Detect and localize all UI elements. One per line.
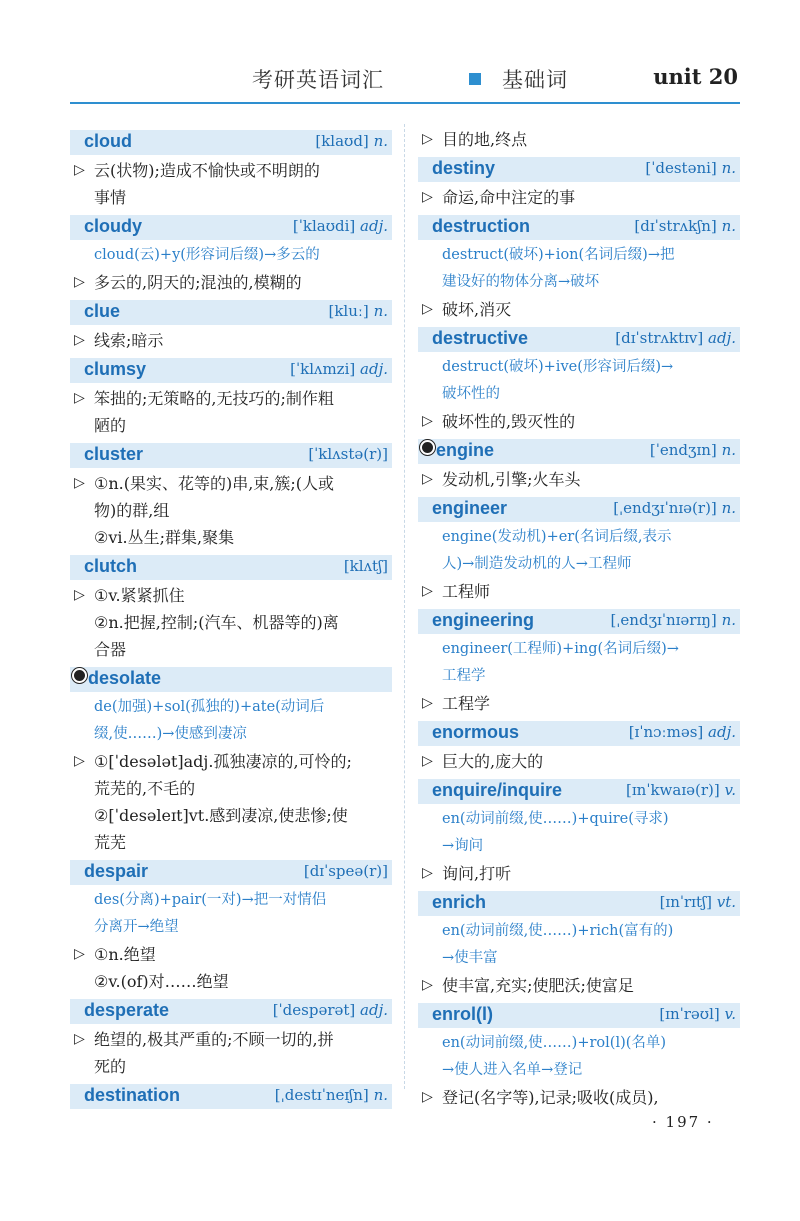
phonetic: [315, 132, 388, 150]
definition-line: ②[ˈdesəleɪt]vt.感到凄凉,使悲惨;使: [94, 806, 348, 825]
headword: [432, 498, 507, 519]
etymology-line: engineer(工程师)+ing(名词后缀)→: [442, 641, 679, 657]
headword: [432, 216, 530, 237]
phonetic: [293, 217, 388, 235]
definition-text: 工程师: [442, 582, 491, 601]
headword-text: enormous: [432, 722, 520, 742]
definition-text: 工程学: [442, 694, 491, 713]
phonetic: [645, 159, 736, 177]
definition-line: [418, 690, 740, 717]
headword-text: desolate: [88, 668, 162, 688]
etymology-line: cloud(云)+y(形容词后缀)→多云的: [94, 247, 320, 263]
phonetic-text: [ˈklaʊdi]: [292, 217, 356, 235]
headword: [432, 610, 534, 631]
etymology-line: en(动词前缀,使……)+quire(寻求): [442, 811, 669, 827]
definition-line: [418, 578, 740, 605]
unit-label: unit 20: [653, 64, 738, 89]
phonetic: [308, 445, 388, 463]
headword-text: engineer: [432, 498, 508, 518]
triangle-bullet-icon: ▷: [422, 189, 433, 205]
etymology-line: en(动词前缀,使……)+rol(l)(名单): [442, 1035, 667, 1051]
phonetic-text: [ɪnˈkwaɪə(r)]: [626, 781, 720, 799]
headword-text: clutch: [84, 556, 138, 576]
part-of-speech: n.: [373, 302, 388, 320]
definition-line: 荒芜: [94, 833, 127, 852]
headword-text: clue: [84, 301, 121, 321]
triangle-bullet-icon: ▷: [422, 695, 433, 711]
definition-line: [70, 157, 392, 184]
phonetic-text: [ɪˈnɔːməs]: [628, 723, 704, 741]
phonetic-text: [ɪnˈrɪtʃ]: [659, 893, 712, 911]
triangle-bullet-icon: ▷: [422, 977, 433, 993]
phonetic: [615, 329, 736, 347]
definition-text: 破坏,消灭: [442, 300, 512, 319]
phonetic-text: [klaʊd]: [315, 132, 369, 150]
key-word-bullet-icon: [420, 440, 435, 455]
headword-text: cloudy: [84, 216, 143, 236]
phonetic: [634, 217, 736, 235]
entry-header: [70, 130, 392, 155]
phonetic-text: [ˈklʌmzi]: [290, 360, 356, 378]
definition-line: 陋的: [94, 416, 127, 435]
definition-line: [418, 972, 740, 999]
etymology-line: 人)→制造发动机的人→工程师: [442, 556, 632, 572]
phonetic: [273, 1001, 388, 1019]
headword: [432, 892, 486, 913]
left-column: [70, 126, 392, 1111]
part-of-speech: n.: [721, 217, 736, 235]
part-of-speech: v.: [724, 781, 736, 799]
definition-text: 破坏性的,毁灭性的: [442, 412, 576, 431]
phonetic: [290, 360, 388, 378]
headword: [432, 780, 562, 801]
phonetic-text: [ˈdespərət]: [272, 1001, 356, 1019]
phonetic: [660, 893, 736, 911]
part-of-speech: n.: [721, 159, 736, 177]
triangle-bullet-icon: ▷: [422, 865, 433, 881]
entry-header: [418, 497, 740, 522]
headword-text: desperate: [84, 1000, 170, 1020]
phonetic-text: [ˈdestəni]: [645, 159, 717, 177]
entry-header: [70, 358, 392, 383]
part-of-speech: v.: [724, 1005, 736, 1023]
definition-line: [70, 327, 392, 354]
entry-header: [418, 779, 740, 804]
etymology-line: 工程学: [442, 668, 486, 684]
definition-text: 登记(名字等),记录;吸收(成员),: [442, 1088, 659, 1107]
etymology-line: →使丰富: [442, 950, 498, 966]
definition-line: [70, 941, 392, 968]
definition-text: 线索;暗示: [94, 331, 164, 350]
part-of-speech: adj.: [360, 1001, 388, 1019]
definition-text: ①[ˈdesələt]adj.孤独凄凉的,可怜的;: [94, 752, 352, 771]
definition-line: [418, 1084, 740, 1111]
entry-header: [418, 215, 740, 240]
definition-line: [70, 385, 392, 412]
part-of-speech: vt.: [716, 893, 736, 911]
headword: [84, 216, 142, 237]
triangle-bullet-icon: ▷: [74, 587, 85, 603]
etymology-line: →使人进入名单→登记: [442, 1062, 583, 1078]
definition-line: 荒芜的,不毛的: [94, 779, 196, 798]
triangle-bullet-icon: ▷: [422, 1089, 433, 1105]
entry-header: [70, 555, 392, 580]
definition-text: 巨大的,庞大的: [442, 752, 544, 771]
page-number: · 197 ·: [652, 1113, 714, 1131]
headword: [84, 1085, 180, 1106]
headword-text: destruction: [432, 216, 531, 236]
page-header: [70, 62, 740, 98]
part-of-speech: n.: [373, 1086, 388, 1104]
definition-text: 多云的,阴天的;混浊的,模糊的: [94, 273, 302, 292]
etymology-line: de(加强)+sol(孤独的)+ate(动词后: [94, 699, 325, 715]
etymology-line: →询问: [442, 838, 484, 854]
triangle-bullet-icon: ▷: [74, 753, 85, 769]
headword: [432, 722, 519, 743]
triangle-bullet-icon: ▷: [422, 471, 433, 487]
headword-text: enrol(l): [432, 1004, 493, 1024]
etymology-line: 建设好的物体分离→破坏: [442, 274, 600, 290]
part-of-speech: n.: [721, 611, 736, 629]
triangle-bullet-icon: ▷: [74, 1031, 85, 1047]
headword: [432, 1004, 493, 1025]
headword: [84, 131, 132, 152]
etymology-line: destruct(破坏)+ion(名词后缀)→把: [442, 247, 675, 263]
headword: [84, 359, 146, 380]
headword: [84, 301, 120, 322]
part-of-speech: n.: [373, 132, 388, 150]
phonetic-text: [dɪˈspeə(r)]: [303, 862, 388, 880]
definition-line: [418, 860, 740, 887]
book-title: 考研英语词汇: [252, 68, 384, 92]
triangle-bullet-icon: ▷: [74, 332, 85, 348]
headword-text: engineering: [432, 610, 535, 630]
part-of-speech: n.: [721, 441, 736, 459]
definition-line: [418, 466, 740, 493]
entry-header: [418, 327, 740, 352]
part-of-speech: n.: [721, 499, 736, 517]
phonetic-text: [ˈendʒɪn]: [649, 441, 717, 459]
definition-text: ①n.绝望: [94, 945, 156, 964]
phonetic-text: [ˈklʌstə(r)]: [308, 445, 388, 463]
headword: [84, 556, 137, 577]
etymology-line: 缀,使……)→使感到凄凉: [94, 726, 247, 742]
headword-text: destructive: [432, 328, 529, 348]
headword-text: cloud: [84, 131, 132, 151]
square-bullet-icon: [469, 73, 481, 85]
phonetic: [275, 1086, 388, 1104]
entry-header: [70, 667, 392, 692]
part-of-speech: adj.: [708, 723, 736, 741]
definition-line: [418, 296, 740, 323]
headword-text: clumsy: [84, 359, 147, 379]
entry-header: [418, 439, 740, 464]
etymology-line: engine(发动机)+er(名词后缀,表示: [442, 529, 672, 545]
definition-line: 事情: [94, 188, 127, 207]
header-rule: [70, 102, 740, 104]
definition-text: 使丰富,充实;使肥沃;使富足: [442, 976, 634, 995]
phonetic-text: [dɪˈstrʌktɪv]: [615, 329, 704, 347]
entry-header: [418, 721, 740, 746]
phonetic-text: [ˌdestɪˈneɪʃn]: [274, 1086, 369, 1104]
phonetic: [659, 1005, 736, 1023]
phonetic: [629, 723, 736, 741]
phonetic-text: [kluː]: [328, 302, 369, 320]
headword-text: cluster: [84, 444, 144, 464]
definition-line: 合器: [94, 640, 127, 659]
triangle-bullet-icon: ▷: [74, 475, 85, 491]
column-divider: [404, 124, 405, 1089]
phonetic-text: [dɪˈstrʌkʃn]: [634, 217, 717, 235]
definition-text: 笨拙的;无策略的,无技巧的;制作粗: [94, 389, 334, 408]
headword-text: destination: [84, 1085, 181, 1105]
headword: [432, 328, 528, 349]
phonetic-text: [klʌtʃ]: [343, 557, 388, 575]
triangle-bullet-icon: ▷: [422, 301, 433, 317]
entry-header: [70, 999, 392, 1024]
entry-header: [418, 157, 740, 182]
definition-line: 物)的群,组: [94, 501, 170, 520]
entry-header: [70, 443, 392, 468]
phonetic: [304, 862, 388, 880]
triangle-bullet-icon: ▷: [422, 413, 433, 429]
phonetic: [610, 611, 736, 629]
definition-text: 目的地,终点: [442, 130, 528, 149]
definition-text: 命运,命中注定的事: [442, 188, 576, 207]
etymology-line: destruct(破坏)+ive(形容词后缀)→: [442, 359, 674, 375]
definition-line: [70, 1026, 392, 1053]
entry-header: [70, 215, 392, 240]
entry-header: [418, 1003, 740, 1028]
headword-text: enrich: [432, 892, 487, 912]
phonetic: [328, 302, 388, 320]
phonetic-text: [ˌendʒɪˈnɪə(r)]: [613, 499, 717, 517]
entry-header: [70, 860, 392, 885]
headword-text: enquire/inquire: [432, 780, 563, 800]
entry-header: [418, 609, 740, 634]
headword-text: destiny: [432, 158, 496, 178]
definition-text: ①n.(果实、花等的)串,束,簇;(人或: [94, 474, 335, 493]
definition-line: [418, 408, 740, 435]
phonetic: [344, 557, 388, 575]
headword-text: engine: [436, 440, 495, 460]
definition-line: [418, 126, 740, 153]
etymology-line: des(分离)+pair(一对)→把一对情侣: [94, 892, 327, 908]
definition-text: ①v.紧紧抓住: [94, 586, 185, 605]
phonetic: [626, 781, 736, 799]
entry-header: [418, 891, 740, 916]
headword: [420, 440, 494, 461]
definition-line: [70, 470, 392, 497]
definition-line: ②vi.丛生;群集,聚集: [94, 528, 235, 547]
definition-text: 绝望的,极其严重的;不顾一切的,拼: [94, 1030, 334, 1049]
triangle-bullet-icon: ▷: [74, 390, 85, 406]
etymology-line: 分离开→绝望: [94, 919, 179, 935]
triangle-bullet-icon: ▷: [74, 162, 85, 178]
definition-line: [70, 748, 392, 775]
headword: [84, 444, 143, 465]
definition-line: ②v.(of)对……绝望: [94, 972, 229, 991]
part-of-speech: adj.: [708, 329, 736, 347]
headword: [84, 861, 148, 882]
entry-header: [70, 1084, 392, 1109]
definition-line: [70, 269, 392, 296]
headword: [84, 1000, 169, 1021]
definition-line: ②n.把握,控制;(汽车、机器等的)离: [94, 613, 339, 632]
etymology-line: 破坏性的: [442, 386, 500, 402]
triangle-bullet-icon: ▷: [422, 583, 433, 599]
headword: [432, 158, 495, 179]
etymology-line: en(动词前缀,使……)+rich(富有的): [442, 923, 674, 939]
definition-line: [418, 748, 740, 775]
definition-line: [418, 184, 740, 211]
phonetic-text: [ˌendʒɪˈnɪərɪŋ]: [610, 611, 717, 629]
section-title: 基础词: [502, 68, 568, 92]
definition-text: 发动机,引擎;火车头: [442, 470, 581, 489]
phonetic: [613, 499, 736, 517]
phonetic-text: [ɪnˈrəʊl]: [659, 1005, 720, 1023]
triangle-bullet-icon: ▷: [74, 946, 85, 962]
definition-line: [70, 582, 392, 609]
triangle-bullet-icon: ▷: [422, 753, 433, 769]
right-column: [418, 126, 740, 1111]
part-of-speech: adj.: [360, 217, 388, 235]
definition-line: 死的: [94, 1057, 127, 1076]
definition-text: 询问,打听: [442, 864, 512, 883]
triangle-bullet-icon: ▷: [422, 131, 433, 147]
triangle-bullet-icon: ▷: [74, 274, 85, 290]
entry-header: [70, 300, 392, 325]
headword: [72, 668, 161, 689]
part-of-speech: adj.: [360, 360, 388, 378]
definition-text: 云(状物);造成不愉快或不明朗的: [94, 161, 320, 180]
key-word-bullet-icon: [72, 668, 87, 683]
phonetic: [650, 441, 736, 459]
headword-text: despair: [84, 861, 149, 881]
